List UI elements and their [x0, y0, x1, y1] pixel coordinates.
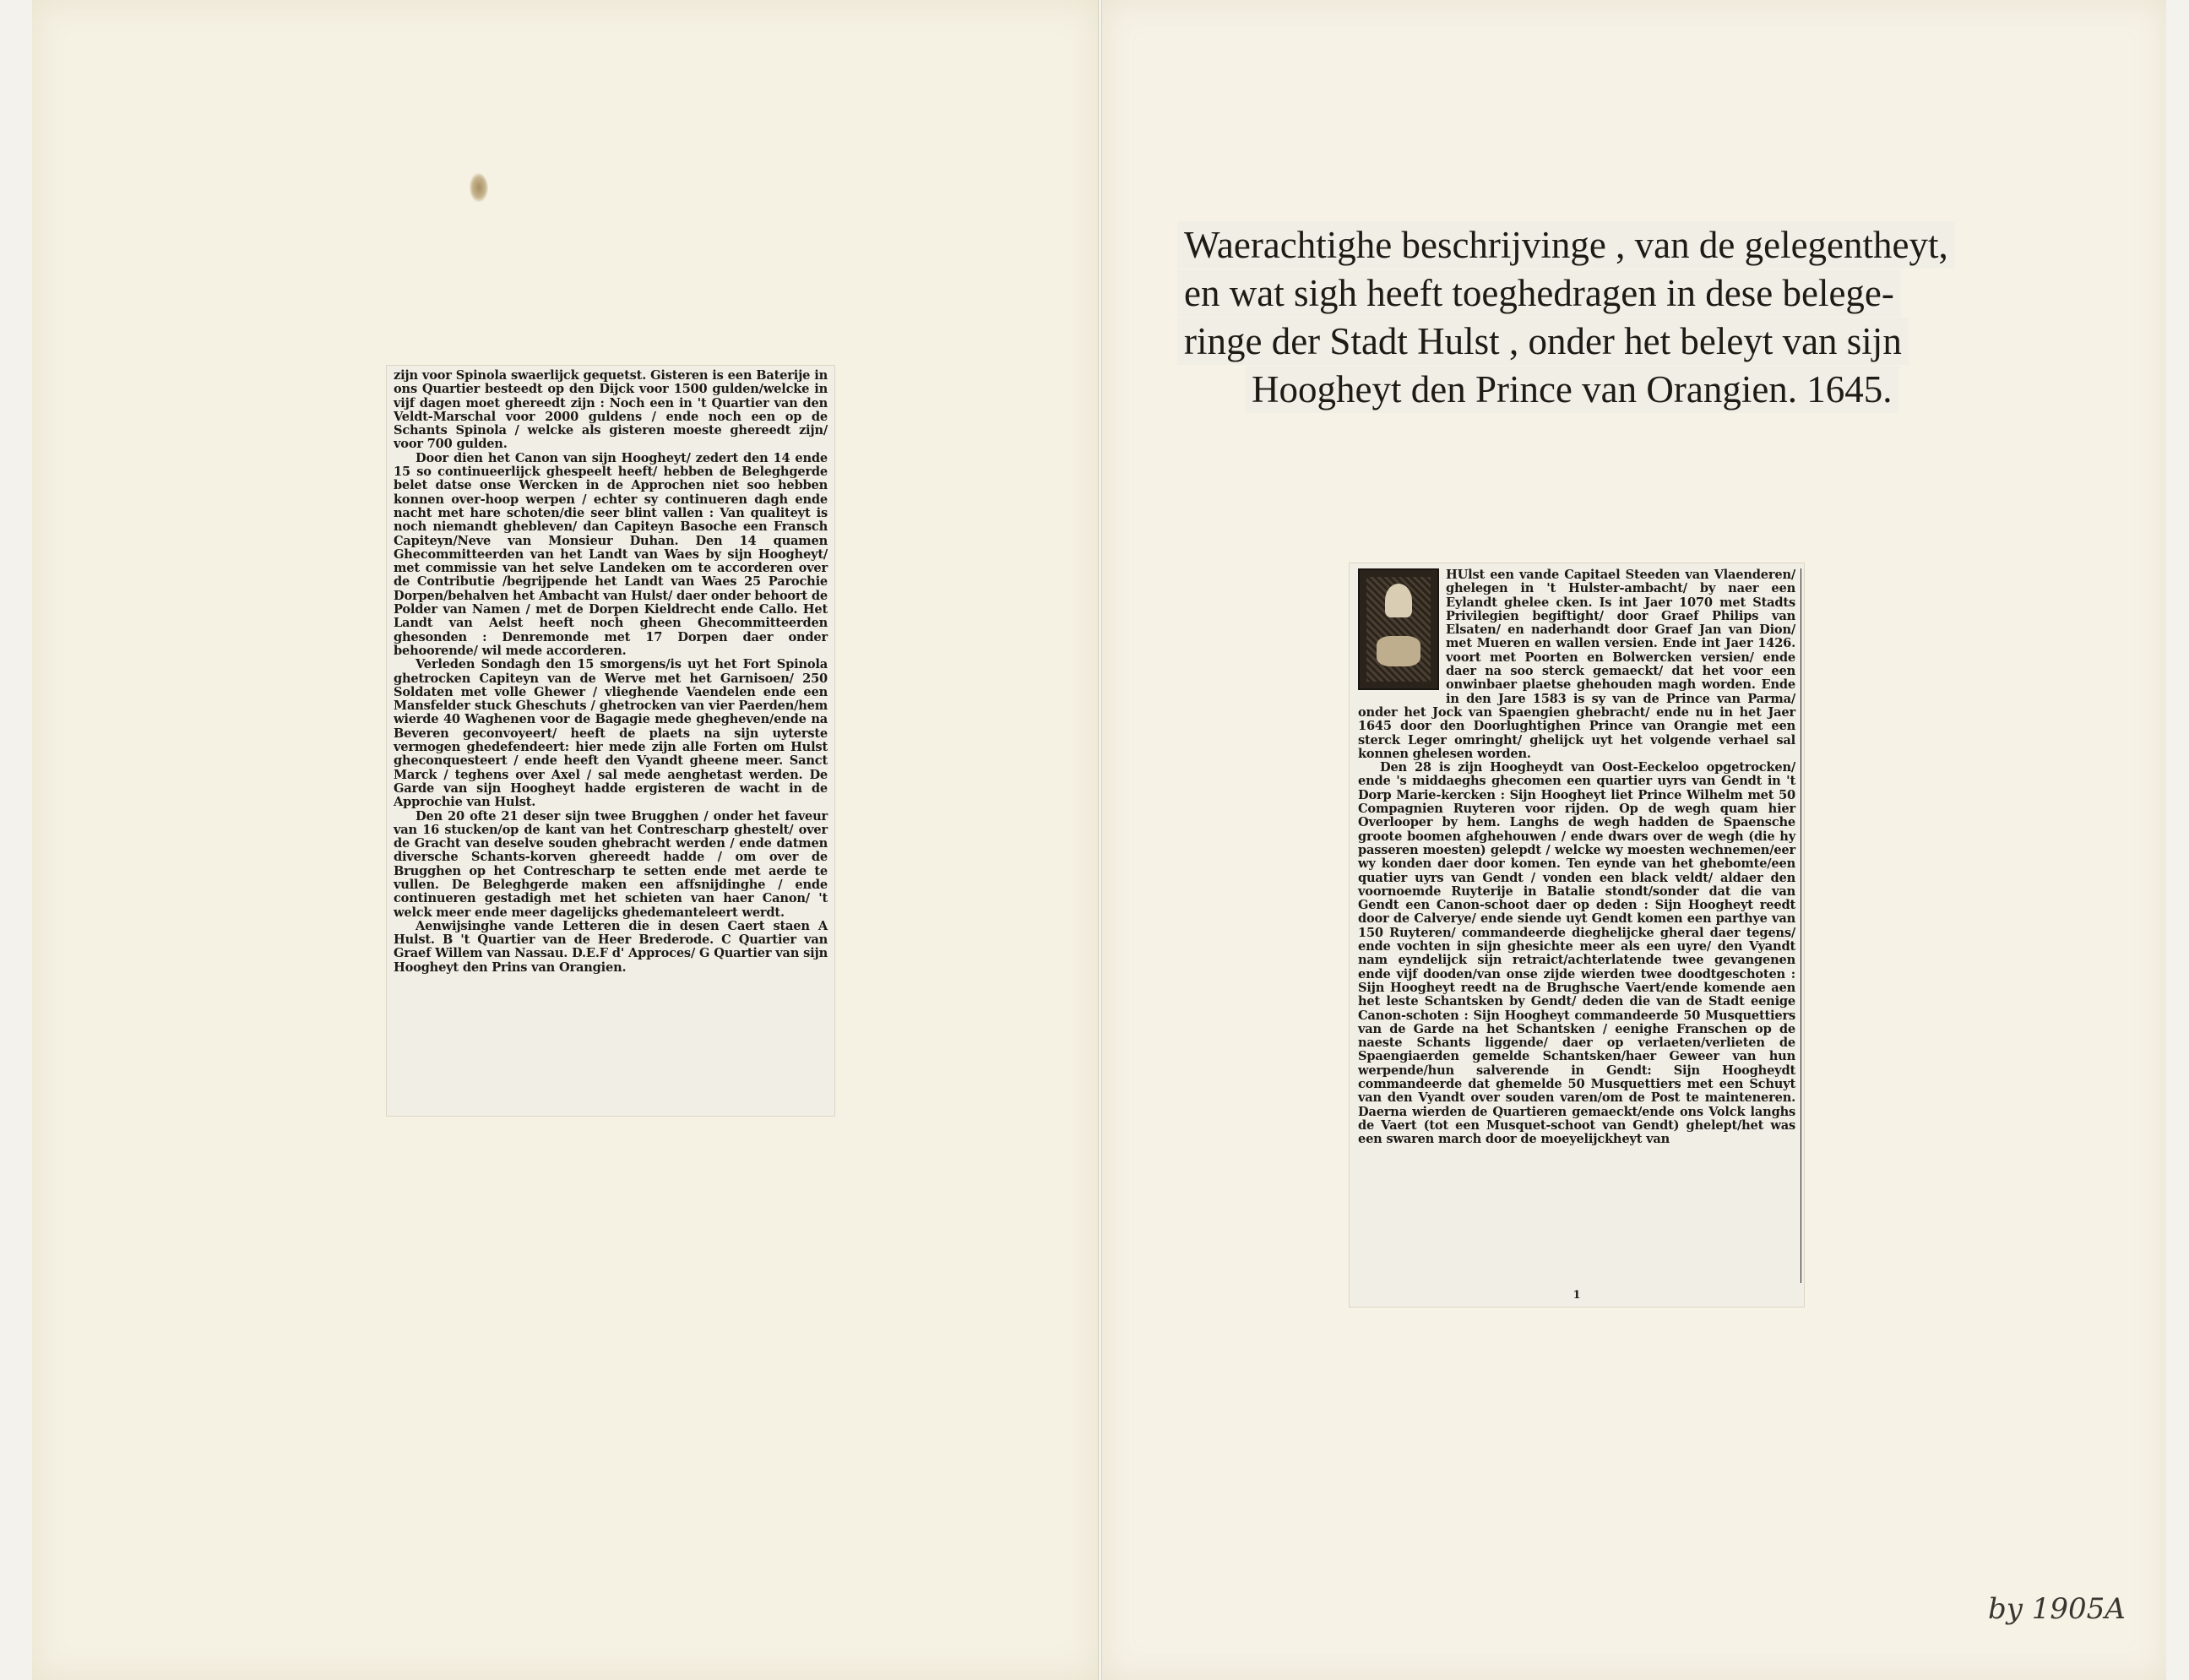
right-paragraph-2: Den 28 is zijn Hoogheydt van Oost-Eeckeloo opgetrocken/ ende 's middaeghs ghecomen een quartier uyrs van Gendt in 't Dorp Marie-kercken : Sijn Hoogheyt liet Prince Wilhelm met 50 Compagnien Ruyteren voor rijden. Op de wegh quam hier Overlooper by hem. Langhs de wegh hadden de Spaensche groote boomen afghehouwen / ende dwars over de wegh (die hy passeren moesten) gelepdt / welcke wy moesten wechnemen/eer wy konden daer door komen. Ten eynde van het ghebomte/een quatier uyrs van Gendt / vonden een black veldt/ aldaer den voornoemde Ruyterije in Batalie stondt/sonder dat die van Gendt een Canon-schoot daer op deden : Sijn Hoogheyt reedt door de Calverye/ ende siende uyt Gendt komen een parthye van 150 Ruyteren/ commandeerde dieghelijcke gheral daer tegens/ ende vochten in sijn ghesichte meer als een uyre/ den Vyandt nam eyndelijck sijn retraict/achterlatende twee gevangenen ende vijf dooden/van onse zijde wierden twee doodtgeschoten : Sijn Hoogheyt reedt na de Brughsche Vaert/ende komende aen het leste Schantsken by Gendt/ deden die van de Stadt eenige Canon-schoten : Sijn Hoogheyt commandeerde 50 Musquettiers van de Garde na het Schantsken / eenighe Franschen op de naeste Schants liggende/ daer op verlaeten/verlieten de Spaengiaerden gemelde Schantsken/haer Geweer van hun werpende/hun salverende in Gendt: Sijn Hoogheydt commandeerde dat ghemelde 50 Musquettiers met een Schuyt van den Vyandt over souden varen/om de Post te mainteneren. Daerna wierden de Quartieren gemaeckt/ende ons Volck langhs de Vaert (tot een Musquet-schoot van Gendt) ghelept/het was een swaren march door de moeyelijckheyt van	[1358, 760, 1795, 1147]
left-text-column	[387, 366, 834, 1116]
title-line-4: Hoogheyt den Prince van Orangien. 1645.	[1245, 366, 1899, 413]
document-title	[1177, 221, 2106, 414]
title-line-3: ringe der Stadt Hulst , onder het beleyt van sijn	[1177, 318, 1909, 365]
decorated-initial-h-image	[1358, 568, 1439, 690]
title-line-2: en wat sigh heeft toeghedragen in dese belege-	[1177, 269, 1901, 317]
paper-stain	[470, 173, 488, 202]
left-legend: Aenwijsinghe vande Letteren die in desen Caert staen A Hulst. B 't Quartier van de Heer Brederode. C Quartier van Graef Willem van Nassau. D.E.F d' Approces/ G Quartier van sijn Hoogheyt den Prins van Orangien.	[394, 918, 828, 975]
page-number: 1	[1572, 1289, 1581, 1302]
left-paragraph-2: Door dien het Canon van sijn Hoogheyt/ zedert den 14 ende 15 so continueerlijck ghespeelt heeft/ hebben de Beleghgerde belet datse onse Wercken in de Approchen niet soo hebben konnen over-hoop werpen / echter sy continueren dagh ende nacht met hare schoten/die seer blint vallen : Van qualiteyt is noch niemandt ghebleven/ dan Capiteyn Basoche een Fransch Capiteyn/Neve van Monsieur Duhan. Den 14 quamen Ghecommitteerden van het Landt van Waes by sijn Hoogheyt/ met commissie van het selve Landeken om te accorderen over de Contributie /begrijpende het Landt van Waes 25 Parochie Dorpen/behalven het Ambacht van Hulst/ daer onder behoort de Polder van Namen / met de Dorpen Kieldrecht ende Callo. Het Landt van Aelst heeft noch gheen Ghecommitteerden ghesonden : Denremonde met 17 Dorpen daer onder behoorende/ wil mede accorderen.	[394, 450, 828, 658]
left-paragraph-4: Den 20 ofte 21 deser sijn twee Brugghen / onder het faveur van 16 stucken/op de kant van het Contrescharp ghestelt/ over de Gracht van deselve souden ghebracht werden / ende datmen diversche Schants-korven ghereedt hadde / om over de Brugghen op het Contrescharp te setten ende met aerde te vullen. De Beleghgerde maken een affsnijdinghe / ende continueren gestadigh met het schieten van haer Canon/ 't welck meer ende meer dagelijcks ghedemanteleert werdt.	[394, 808, 828, 920]
right-paragraph-1: HUlst een vande Capitael Steeden van Vlaenderen/ ghelegen in 't Hulster-ambacht/ by naer een Eylandt ghelee cken. Is int Jaer 1070 met Stadts Privilegien begiftight/ door Graef Philips van Elsaten/ en naderhandt door Graef Jan van Dion/ met Mueren en wallen versien. Ende int Jaer 1426. voort met Poorten en Bolwercken versien/ ende daer na soo sterck gemaeckt/ dat het voor een onwinbaer plaetse ghehouden magh worden. Ende in den Jare 1583 is sy van de Prince van Parma/ onder het Jock van Spaengien ghebracht/ ende nu in het Jaer 1645 door den Doorlughtighen Prince van Orangie met een sterck Leger omringht/ ghelijck uyt het volgende verhael sal konnen ghelesen worden.	[1358, 568, 1795, 761]
left-paragraph-3: Verleden Sondagh den 15 smorgens/is uyt het Fort Spinola ghetrocken Capiteyn van de Werve met het Garnisoen/ 250 Soldaten met volle Ghewer / vlieghende Vaendelen ende een Mansfelder stuck Gheschuts / ghetrocken van vier Paerden/hem wierde 40 Waghenen voor de Bagagie mede ghegheven/ende na Beveren geconvoyeert/ heeft de plaets na sijn uyterste vermogen ghedefendeert: hier mede zijn alle Forten om Hulst gheconquesteert / ende heeft den Vyandt gheene meer. Sanct Marck / teghens over Axel / sal mede aenghetast werden. De Garde van sijn Hoogheyt hadde ergisteren de wacht in de Approchie van Hulst.	[394, 657, 828, 810]
right-text-column	[1350, 563, 1804, 1307]
title-line-1: Waerachtighe beschrijvinge , van de gelegentheyt,	[1177, 221, 1955, 269]
left-paragraph-1: zijn voor Spinola swaerlijck gequetst. Gisteren is een Baterije in ons Quartier besteedt op den Dijck voor 1500 gulden/welcke in vijf dagen moet ghereedt zijn : Noch een in 't Quartier van den Veldt-Marschal voor 2000 guldens / ende noch een op de Schants Spinola / welcke als gisteren moeste ghereedt zijn/ voor 700 gulden.	[394, 368, 828, 452]
handwritten-annotation: by 1905A	[1988, 1592, 2126, 1626]
